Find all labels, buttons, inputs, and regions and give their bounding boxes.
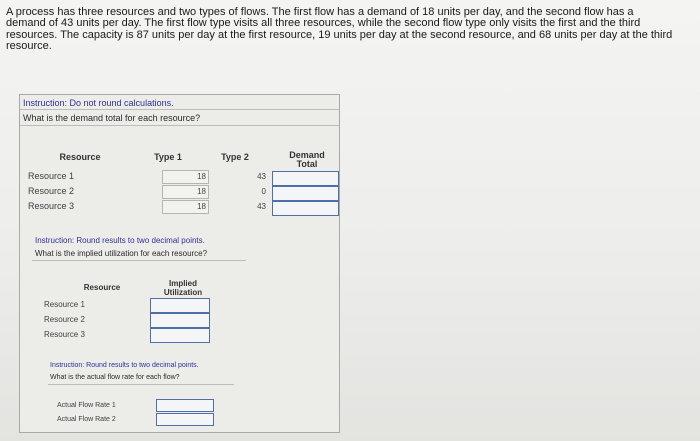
section2-instruction: Instruction: Round results to two decimal points. bbox=[35, 236, 205, 245]
section1-question: What is the demand total for each resource? bbox=[23, 113, 201, 123]
implied-utilization-input-1[interactable] bbox=[150, 298, 210, 313]
section3-question: What is the actual flow rate for each flow? bbox=[50, 374, 180, 381]
type2-value: 43 bbox=[257, 172, 266, 181]
row-label-resource-1: Resource 1 bbox=[44, 300, 85, 309]
demand-total-input-3[interactable] bbox=[272, 201, 339, 216]
section2-question: What is the implied utilization for each resource? bbox=[35, 249, 208, 258]
divider bbox=[48, 384, 234, 385]
actual-flow-rate-input-2[interactable] bbox=[156, 413, 214, 426]
header-type1: Type 1 bbox=[154, 152, 182, 162]
row-label-resource-2: Resource 2 bbox=[28, 186, 75, 196]
header-resource: Resource bbox=[59, 152, 101, 162]
row-label-resource-2: Resource 2 bbox=[44, 315, 85, 324]
header-resource: Resource bbox=[83, 283, 121, 292]
divider bbox=[32, 260, 246, 261]
type1-value: 18 bbox=[162, 200, 209, 214]
implied-utilization-input-2[interactable] bbox=[150, 313, 210, 328]
section1-instruction: Instruction: Do not round calculations. bbox=[23, 98, 174, 108]
type1-value: 18 bbox=[162, 185, 209, 199]
type2-value: 0 bbox=[261, 187, 266, 196]
row-label-flow-rate-2: Actual Flow Rate 2 bbox=[57, 416, 116, 423]
row-label-resource-3: Resource 3 bbox=[44, 330, 85, 339]
problem-statement: A process has three resources and two types of flows. The first flow has a demand of 18 units per day, and the second flow has a demand of 43 units per day. The first flow type visits all three resources, while the second flow type only visits the first and the third resources. The capacity is 87 units per day at the first resource, 19 units per day at the second resource, and 68 units per day at the third resource. bbox=[6, 6, 673, 53]
header-type2: Type 2 bbox=[221, 152, 249, 162]
row-label-flow-rate-1: Actual Flow Rate 1 bbox=[57, 402, 116, 409]
implied-utilization-input-3[interactable] bbox=[150, 328, 210, 343]
answer-panel bbox=[19, 94, 340, 433]
actual-flow-rate-input-1[interactable] bbox=[156, 399, 214, 412]
type1-value: 18 bbox=[162, 170, 209, 184]
type2-value: 43 bbox=[257, 202, 266, 211]
header-demand-total: Demand Total bbox=[289, 150, 325, 169]
row-label-resource-1: Resource 1 bbox=[28, 171, 75, 181]
divider bbox=[20, 125, 339, 126]
demand-total-input-2[interactable] bbox=[272, 186, 339, 201]
section3-instruction: Instruction: Round results to two decimal points. bbox=[50, 362, 199, 369]
row-label-resource-3: Resource 3 bbox=[28, 201, 75, 211]
divider bbox=[20, 109, 339, 110]
demand-total-input-1[interactable] bbox=[272, 171, 339, 186]
header-implied-utilization: Implied Utilization bbox=[163, 279, 203, 297]
